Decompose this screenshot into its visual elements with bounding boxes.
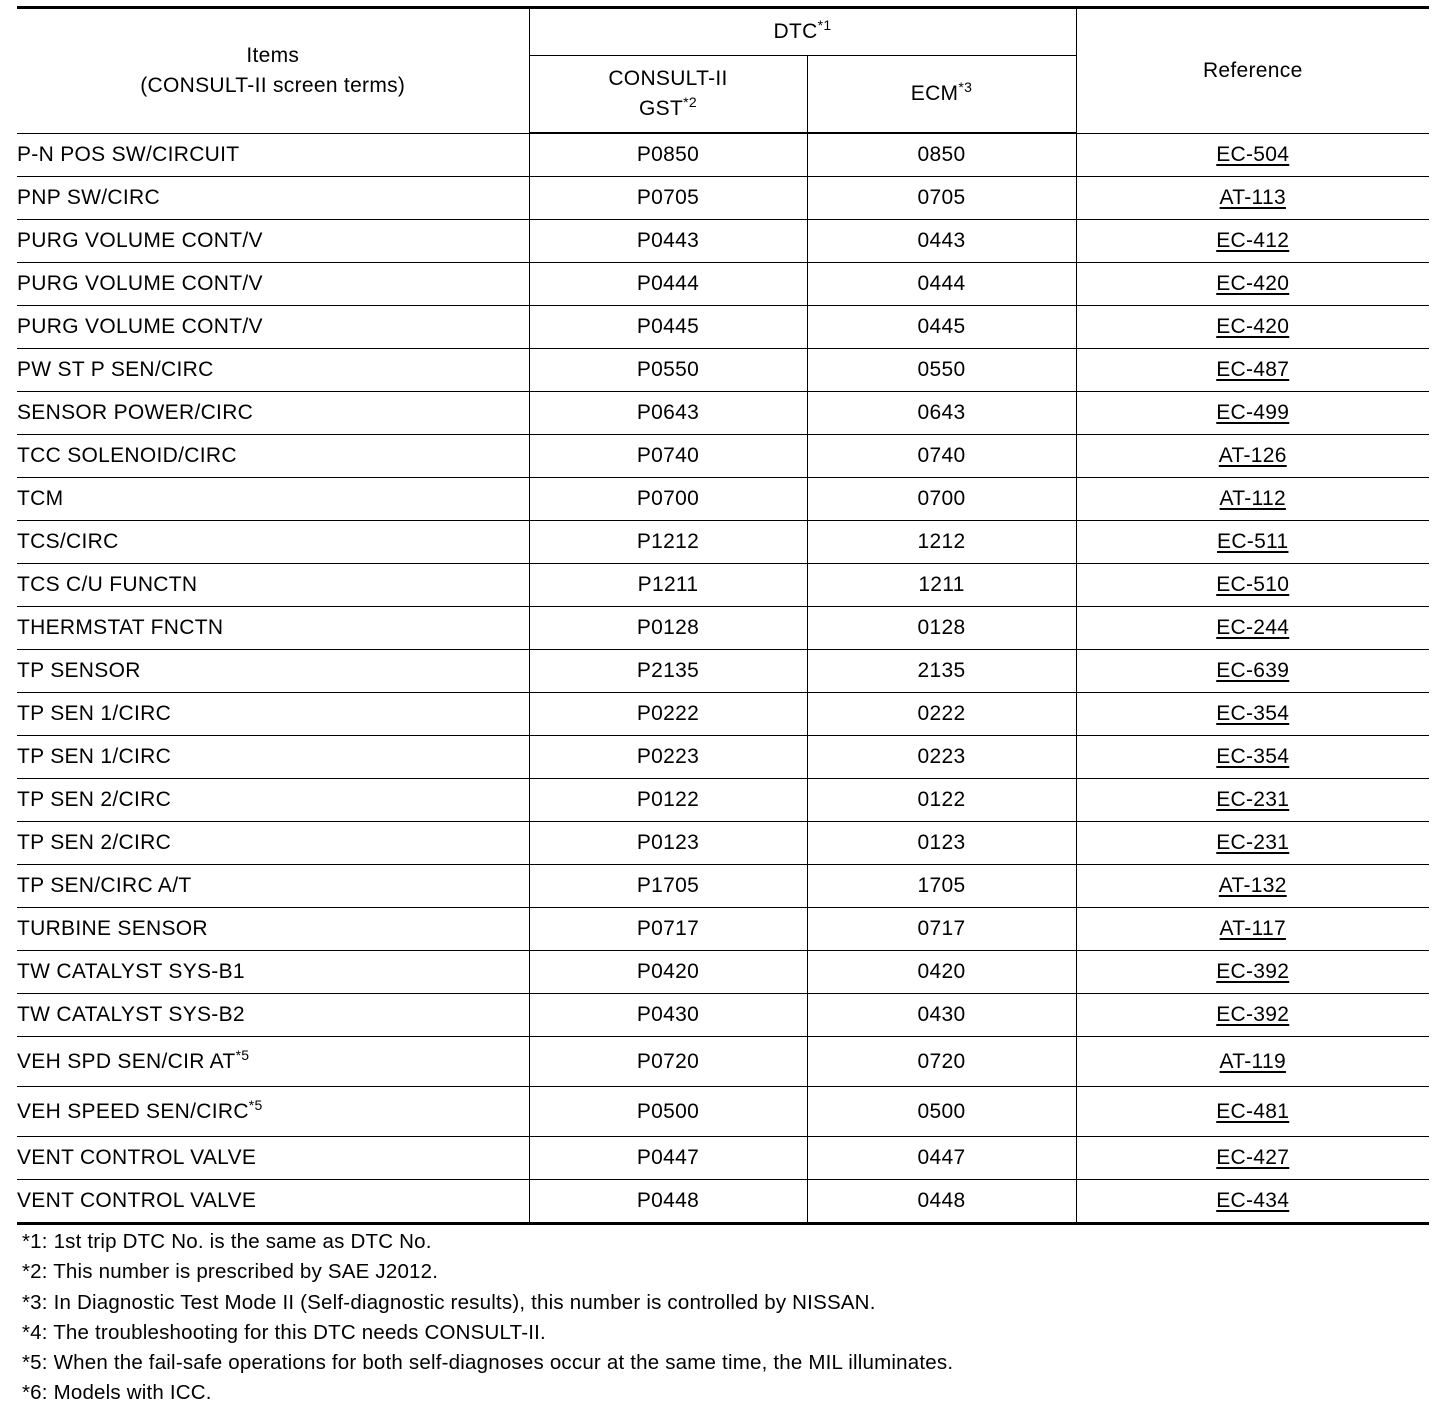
table-header [17, 8, 1429, 134]
table-row [17, 607, 1429, 650]
consult-code: P0500 [529, 1087, 807, 1137]
consult-code: P0550 [529, 349, 807, 392]
consult-code: P0444 [529, 263, 807, 306]
item-name: TCC SOLENOID/CIRC [17, 444, 237, 467]
item-cell [17, 1087, 529, 1137]
reference-link[interactable]: AT-132 [1218, 874, 1287, 897]
item-name: TP SEN 2/CIRC [17, 788, 172, 811]
reference-link[interactable]: EC-481 [1216, 1099, 1290, 1123]
item-name: TP SENSOR [17, 659, 141, 682]
reference-cell [1076, 951, 1429, 994]
reference-cell [1076, 736, 1429, 779]
ecm-code: 0448 [807, 1180, 1076, 1224]
reference-link[interactable]: EC-639 [1216, 659, 1290, 682]
item-name: SENSOR POWER/CIRC [17, 401, 254, 424]
reference-cell [1076, 1180, 1429, 1224]
table-row [17, 908, 1429, 951]
table-row [17, 521, 1429, 564]
item-cell [17, 693, 529, 736]
item-cell [17, 435, 529, 478]
ecm-code: 0443 [807, 220, 1076, 263]
reference-cell [1076, 994, 1429, 1037]
item-name: TW CATALYST SYS-B1 [17, 960, 245, 983]
reference-cell [1076, 693, 1429, 736]
reference-cell [1076, 263, 1429, 306]
reference-link[interactable]: EC-392 [1216, 1003, 1290, 1026]
table-row [17, 349, 1429, 392]
ecm-code: 0430 [807, 994, 1076, 1037]
table-row [17, 564, 1429, 607]
items-header-line1: Items [246, 43, 300, 67]
item-cell [17, 865, 529, 908]
item-note-sup: *5 [235, 1046, 250, 1063]
table-row [17, 693, 1429, 736]
dtc-header-sup: *1 [817, 17, 832, 33]
ecm-code: 0720 [807, 1037, 1076, 1087]
consult-code: P0447 [529, 1137, 807, 1180]
table-row [17, 435, 1429, 478]
item-cell [17, 133, 529, 177]
item-name: VENT CONTROL VALVE [17, 1189, 257, 1212]
ecm-code: 0717 [807, 908, 1076, 951]
reference-cell [1076, 392, 1429, 435]
reference-link[interactable]: EC-511 [1217, 530, 1289, 553]
ecm-code: 1705 [807, 865, 1076, 908]
item-name: TCM [17, 487, 64, 510]
item-cell [17, 220, 529, 263]
consult-header [529, 56, 807, 134]
reference-cell [1076, 822, 1429, 865]
reference-link[interactable]: EC-231 [1216, 788, 1290, 811]
footnote: *1: 1st trip DTC No. is the same as DTC No. [22, 1230, 432, 1253]
reference-link[interactable]: AT-126 [1218, 444, 1287, 467]
ecm-code: 0222 [807, 693, 1076, 736]
consult-code: P0128 [529, 607, 807, 650]
consult-code: P2135 [529, 650, 807, 693]
item-name: P-N POS SW/CIRCUIT [17, 142, 240, 166]
consult-code: P0705 [529, 177, 807, 220]
dtc-header-label: DTC [773, 20, 818, 43]
dtc-table [17, 6, 1429, 1225]
reference-link[interactable]: EC-244 [1216, 616, 1290, 639]
reference-cell [1076, 349, 1429, 392]
ecm-code: 1212 [807, 521, 1076, 564]
items-header [17, 8, 529, 134]
reference-cell [1076, 306, 1429, 349]
reference-link[interactable]: EC-504 [1216, 142, 1290, 166]
reference-link[interactable]: EC-510 [1216, 573, 1290, 596]
reference-link[interactable]: EC-427 [1216, 1146, 1290, 1169]
reference-cell [1076, 220, 1429, 263]
reference-cell [1076, 650, 1429, 693]
consult-code: P0222 [529, 693, 807, 736]
table-row [17, 650, 1429, 693]
item-cell [17, 607, 529, 650]
ecm-code: 0700 [807, 478, 1076, 521]
consult-code: P0740 [529, 435, 807, 478]
table-row [17, 177, 1429, 220]
table-row [17, 1180, 1429, 1224]
item-name: PNP SW/CIRC [17, 186, 160, 209]
table-row [17, 779, 1429, 822]
consult-code: P0448 [529, 1180, 807, 1224]
table-row [17, 478, 1429, 521]
ecm-code: 0850 [807, 133, 1076, 177]
item-cell [17, 521, 529, 564]
reference-cell [1076, 1137, 1429, 1180]
consult-code: P0700 [529, 478, 807, 521]
table-row [17, 994, 1429, 1037]
consult-code: P0443 [529, 220, 807, 263]
ecm-code: 0122 [807, 779, 1076, 822]
item-cell [17, 650, 529, 693]
table-row [17, 865, 1429, 908]
consult-code: P0720 [529, 1037, 807, 1087]
item-name: PURG VOLUME CONT/V [17, 229, 263, 252]
ecm-code: 0420 [807, 951, 1076, 994]
item-cell [17, 1137, 529, 1180]
ecm-code: 0444 [807, 263, 1076, 306]
table-row [17, 822, 1429, 865]
dtc-header [529, 8, 1076, 56]
reference-link[interactable]: AT-119 [1219, 1049, 1286, 1073]
reference-cell [1076, 1087, 1429, 1137]
reference-link[interactable]: EC-434 [1216, 1189, 1290, 1212]
reference-link[interactable]: AT-113 [1219, 186, 1286, 209]
reference-cell [1076, 1037, 1429, 1087]
item-cell [17, 564, 529, 607]
consult-code: P1705 [529, 865, 807, 908]
consult-code: P0445 [529, 306, 807, 349]
consult-header-line2: GST [639, 97, 684, 120]
item-name: TCS C/U FUNCTN [17, 573, 198, 596]
consult-code: P1212 [529, 521, 807, 564]
reference-link[interactable]: EC-420 [1216, 315, 1290, 338]
consult-code: P0430 [529, 994, 807, 1037]
ecm-code: 0740 [807, 435, 1076, 478]
items-header-line2: (CONSULT-II screen terms) [140, 73, 406, 97]
footnote: *2: This number is prescribed by SAE J2012. [22, 1260, 439, 1284]
consult-code: P0420 [529, 951, 807, 994]
item-name: TURBINE SENSOR [17, 917, 208, 940]
ecm-code: 2135 [807, 650, 1076, 693]
reference-cell [1076, 908, 1429, 951]
table-row [17, 133, 1429, 177]
item-name: VENT CONTROL VALVE [17, 1146, 257, 1169]
ecm-code: 0550 [807, 349, 1076, 392]
item-cell [17, 1180, 529, 1224]
item-name: TP SEN 2/CIRC [17, 831, 172, 854]
ecm-header-label: ECM [910, 82, 959, 105]
consult-code: P0122 [529, 779, 807, 822]
ecm-code: 0447 [807, 1137, 1076, 1180]
reference-cell [1076, 177, 1429, 220]
consult-code: P0223 [529, 736, 807, 779]
reference-cell [1076, 521, 1429, 564]
reference-link[interactable]: EC-412 [1216, 229, 1290, 252]
item-name: TP SEN/CIRC A/T [17, 874, 192, 897]
table-row [17, 220, 1429, 263]
item-cell [17, 392, 529, 435]
reference-header: Reference [1076, 8, 1429, 134]
reference-link[interactable]: EC-392 [1216, 960, 1290, 983]
table-row [17, 306, 1429, 349]
ecm-code: 0643 [807, 392, 1076, 435]
item-cell [17, 779, 529, 822]
table-row [17, 263, 1429, 306]
reference-cell [1076, 779, 1429, 822]
reference-link[interactable]: AT-117 [1219, 917, 1286, 940]
ecm-header-sup: *3 [958, 79, 973, 95]
item-cell [17, 177, 529, 220]
footnote: *3: In Diagnostic Test Mode II (Self-diagnostic results), this number is controlled by NISSAN. [22, 1290, 876, 1314]
item-name: PURG VOLUME CONT/V [17, 315, 263, 338]
item-name: THERMSTAT FNCTN [17, 616, 224, 639]
reference-cell [1076, 865, 1429, 908]
item-name: VEH SPEED SEN/CIRC [17, 1099, 249, 1123]
reference-link[interactable]: EC-487 [1216, 358, 1290, 381]
reference-cell [1076, 435, 1429, 478]
ecm-code: 0705 [807, 177, 1076, 220]
item-cell [17, 908, 529, 951]
reference-link[interactable]: EC-354 [1216, 702, 1290, 725]
item-name: TCS/CIRC [17, 530, 119, 553]
ecm-code: 0445 [807, 306, 1076, 349]
item-cell [17, 951, 529, 994]
reference-link[interactable]: EC-354 [1216, 745, 1290, 768]
reference-cell [1076, 564, 1429, 607]
table-row [17, 951, 1429, 994]
reference-link[interactable]: AT-112 [1219, 487, 1286, 510]
reference-link[interactable]: EC-499 [1216, 401, 1290, 424]
ecm-header [807, 56, 1076, 134]
item-name: PW ST P SEN/CIRC [17, 358, 214, 381]
consult-code: P0717 [529, 908, 807, 951]
item-cell [17, 994, 529, 1037]
reference-link[interactable]: EC-420 [1216, 272, 1290, 295]
item-name: PURG VOLUME CONT/V [17, 272, 263, 295]
consult-code: P0850 [529, 133, 807, 177]
table-row [17, 736, 1429, 779]
item-cell [17, 306, 529, 349]
consult-header-line1: CONSULT-II [608, 67, 728, 90]
consult-code: P0123 [529, 822, 807, 865]
footnotes [22, 1227, 953, 1409]
table-row [17, 1037, 1429, 1087]
item-cell [17, 478, 529, 521]
consult-header-sup: *2 [683, 94, 697, 110]
item-cell [17, 1037, 529, 1087]
item-name: TP SEN 1/CIRC [17, 702, 172, 725]
ecm-code: 0128 [807, 607, 1076, 650]
item-note-sup: *5 [248, 1096, 263, 1113]
table-row [17, 1087, 1429, 1137]
ecm-code: 0500 [807, 1087, 1076, 1137]
reference-cell [1076, 607, 1429, 650]
ecm-code: 1211 [807, 564, 1076, 607]
table-row [17, 1137, 1429, 1180]
item-name: TW CATALYST SYS-B2 [17, 1003, 245, 1026]
reference-cell [1076, 133, 1429, 177]
item-cell [17, 736, 529, 779]
footnote: *6: Models with ICC. [22, 1381, 212, 1405]
item-cell [17, 349, 529, 392]
item-name: VEH SPD SEN/CIR AT [17, 1049, 236, 1073]
item-name: TP SEN 1/CIRC [17, 745, 172, 768]
ecm-code: 0223 [807, 736, 1076, 779]
table-row [17, 392, 1429, 435]
item-cell [17, 263, 529, 306]
reference-cell [1076, 478, 1429, 521]
item-cell [17, 822, 529, 865]
consult-code: P1211 [529, 564, 807, 607]
reference-link[interactable]: EC-231 [1216, 831, 1290, 854]
footnote: *5: When the fail-safe operations for both self-diagnoses occur at the same time, the MIL illuminates. [22, 1351, 954, 1375]
ecm-code: 0123 [807, 822, 1076, 865]
table-body [17, 133, 1429, 1224]
consult-code: P0643 [529, 392, 807, 435]
footnote: *4: The troubleshooting for this DTC needs CONSULT-II. [22, 1320, 546, 1344]
